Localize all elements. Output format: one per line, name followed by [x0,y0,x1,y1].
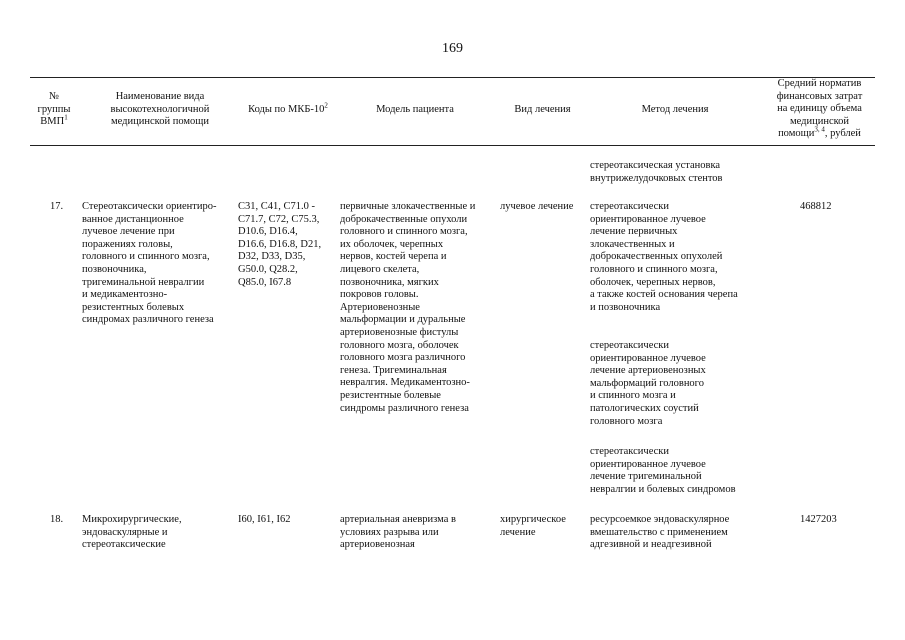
row-17-cost: 468812 [800,201,832,212]
header-patient-model: Модель пациента [376,104,454,115]
row-18-method-1: ресурсоемкое эндоваскулярное вмешательство с применением адгезивной и неадгезивной [590,514,730,551]
row-18-patient-model: артериальная аневризма в условиях разрыва или артериовенозная [340,514,456,551]
row-17-treatment-type: лучевое лечение [500,201,574,212]
row-17-method-3: стереотаксически ориентированное лучевое лечение тригеминальной невралгии и болевых синдромов [590,446,736,495]
row-17-number: 17. [50,201,64,212]
page-number: 169 [442,41,463,56]
row-18-treatment-type: хирургическое лечение [500,514,566,538]
continued-method-text: стереотаксическая установка внутрижелудочковых стентов [590,160,723,184]
header-care-type: Наименование вида высокотехнологичной медицинской помощи [110,91,210,128]
header-treatment-method: Метод лечения [641,104,709,115]
row-18-icd-codes: I60, I61, I62 [238,514,291,525]
row-17-patient-model: первичные злокачественные и доброкачественные опухоли головного и спинного мозга, их оболочек, черепных нервов, костей черепа и лицевого скелета, позвоночника, мягких покровов головы. Артериовенозные мальформации и дуральные артериовенозные фистулы головного мозга, оболочек головного мозга различного генеза. Тригеминальная невралгия. Медикаментозно- резистентные болевые синдромы различного генеза [340,201,476,414]
row-18-cost: 1427203 [800,514,837,525]
row-18-number: 18. [50,514,64,525]
row-17-method-1: стереотаксически ориентированное лучевое лечение первичных злокачественных и доброкачественных опухолей головного и спинного мозга, оболочек, черепных нервов, а также костей основания черепа и позвоночника [590,201,738,313]
header-bottom-rule [30,145,875,146]
row-17-care-type: Стереотаксически ориентиро- ванное дистанционное лучевое лечение при поражениях головы, головного и спинного мозга, позвоночника, тригеминальной невралгии и медикаментозно- резистентных болевых синдромах различного генеза [82,201,217,326]
row-18-care-type: Микрохирургические, эндоваскулярные и стереотаксические [82,514,182,551]
header-treatment-type: Вид лечения [514,104,571,115]
header-group-number: № группы ВМП$^1$ [37,91,71,128]
row-17-icd-codes: C31, C41, C71.0 - C71.7, C72, C75.3, D10.6, D16.4, D16.6, D16.8, D21, D32, D33, D35, G50.0, Q28.2, Q85.0, I67.8 [238,201,322,288]
header-icd-codes: Коды по МКБ-$10^2$ [248,101,328,115]
header-average-cost: Средний норматив финансовых затрат на единицу объема медицинской помощи$^{3, 4}$, рублей [776,78,863,140]
table-top-rule [30,77,875,78]
row-17-method-2: стереотаксически ориентированное лучевое лечение артериовенозных мальформаций головного и спинного мозга и патологических соустий головного мозга [590,340,706,427]
